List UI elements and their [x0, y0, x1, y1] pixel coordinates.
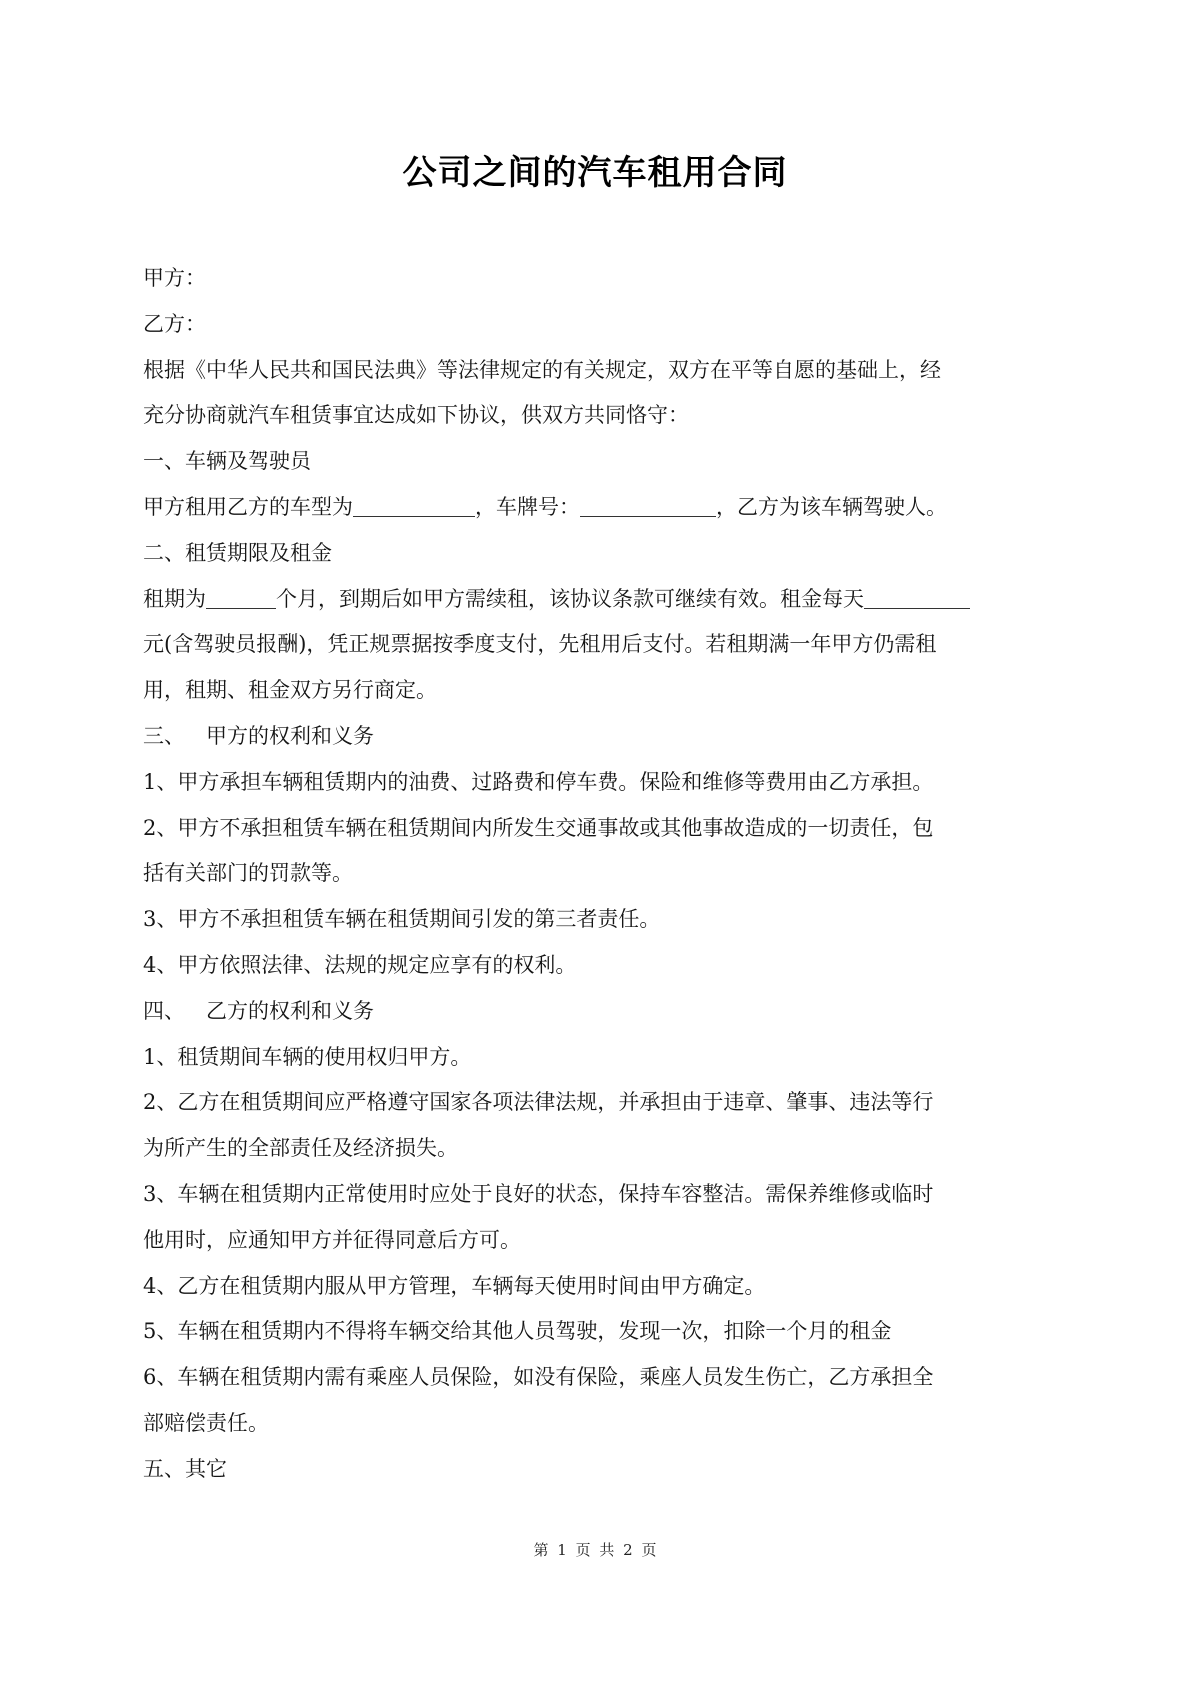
vehicle-line [143, 485, 1053, 531]
paragraph-line: 用，租期、租金双方另行商定。 [143, 678, 437, 703]
heading-number: 四、 [143, 998, 185, 1023]
clause-line: 3、甲方不承担租赁车辆在租赁期间引发的第三者责任。 [143, 907, 661, 932]
clause-line: 2、甲方不承担租赁车辆在租赁期间内所发生交通事故或其他事故造成的一切责任，包 [143, 815, 934, 840]
clause-line: 1、租赁期间车辆的使用权归甲方。 [143, 1044, 472, 1069]
text-segment: 个月，到期后如甲方需续租，该协议条款可继续有效。租金每天 [276, 586, 864, 611]
heading-number: 三、 [143, 723, 185, 748]
paragraph-line: 元(含驾驶员报酬)，凭正规票据按季度支付，先租用后支付。若租期满一年甲方仍需租 [143, 632, 937, 657]
heading-text: 乙方的权利和义务 [206, 998, 374, 1023]
clause-line: 3、车辆在租赁期内正常使用时应处于良好的状态，保持车容整洁。需保养维修或临时 [143, 1181, 934, 1206]
section-heading [143, 714, 1053, 760]
party-b-line: 乙方： [143, 311, 206, 336]
section-heading: 一、车辆及驾驶员 [143, 449, 311, 474]
preamble-line: 根据《中华人民共和国民法典》等法律规定的有关规定，双方在平等自愿的基础上，经 [143, 357, 941, 382]
clause-line: 部赔偿责任。 [143, 1410, 269, 1435]
section-heading [143, 989, 1053, 1035]
clause-line: 4、乙方在租赁期内服从甲方管理，车辆每天使用时间由甲方确定。 [143, 1273, 766, 1298]
clause-line: 1、甲方承担车辆租赁期内的油费、过路费和停车费。保险和维修等费用由乙方承担。 [143, 769, 934, 794]
clause-line: 2、乙方在租赁期间应严格遵守国家各项法律法规，并承担由于违章、肇事、违法等行 [143, 1090, 934, 1115]
heading-text: 甲方的权利和义务 [206, 723, 374, 748]
text-segment: 甲方租用乙方的车型为 [143, 494, 353, 519]
section-heading: 五、其它 [143, 1456, 227, 1481]
daily-rent-blank[interactable] [864, 586, 970, 609]
section-heading: 二、租赁期限及租金 [143, 540, 332, 565]
party-a-line: 甲方： [143, 266, 206, 290]
document-title: 公司之间的汽车租用合同 [402, 153, 788, 193]
clause-line: 6、车辆在租赁期内需有乘座人员保险，如没有保险，乘座人员发生伤亡，乙方承担全 [143, 1365, 934, 1390]
text-segment: 租期为 [143, 586, 206, 611]
preamble-line: 充分协商就汽车租赁事宜达成如下协议，供双方共同恪守： [143, 403, 689, 428]
text-segment: ，乙方为该车辆驾驶人。 [716, 494, 947, 519]
page-indicator: 第 1 页 共 2 页 [533, 1541, 657, 1559]
plate-number-blank[interactable] [580, 494, 716, 517]
term-line [143, 577, 1053, 623]
term-months-blank[interactable] [206, 586, 276, 609]
clause-line: 他用时，应通知甲方并征得同意后方可。 [143, 1227, 521, 1252]
clause-line: 括有关部门的罚款等。 [143, 861, 353, 886]
clause-line: 为所产生的全部责任及经济损失。 [143, 1136, 458, 1161]
text-segment: ，车牌号： [475, 494, 580, 519]
document-body [143, 256, 1053, 1493]
clause-line: 4、甲方依照法律、法规的规定应享有的权利。 [143, 952, 577, 977]
car-model-blank[interactable] [353, 494, 475, 517]
clause-line: 5、车辆在租赁期内不得将车辆交给其他人员驾驶，发现一次，扣除一个月的租金 [143, 1319, 892, 1344]
